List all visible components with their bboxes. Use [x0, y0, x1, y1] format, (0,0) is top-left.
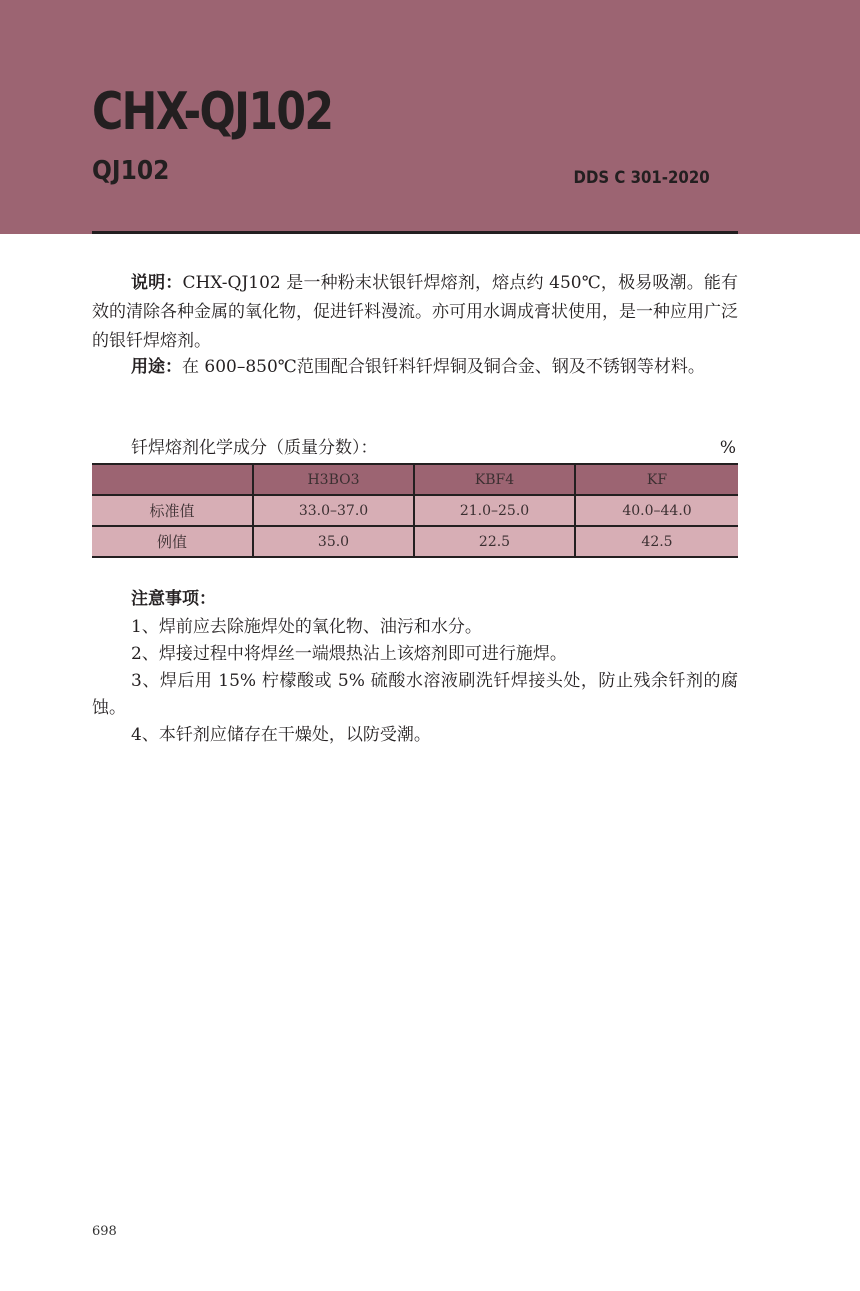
note-item: 2、焊接过程中将焊丝一端煨热沾上该熔剂即可进行施焊。 [131, 644, 567, 664]
description-paragraph [92, 269, 738, 356]
table-header-cell: KF [575, 464, 738, 495]
composition-unit: % [719, 438, 736, 458]
table-header-cell [92, 464, 253, 495]
table-header-cell: KBF4 [414, 464, 575, 495]
description-label: 说明： [131, 273, 183, 293]
table-cell: 21.0–25.0 [414, 495, 575, 526]
notes-title: 注意事项： [131, 589, 216, 609]
header-divider [92, 231, 738, 234]
note-item: 4、本钎剂应储存在干燥处，以防受潮。 [131, 725, 431, 745]
table-header-cell: H3BO3 [253, 464, 414, 495]
page-number: 698 [92, 1224, 117, 1239]
table-cell: 33.0–37.0 [253, 495, 414, 526]
table-cell: 42.5 [575, 526, 738, 557]
note-item: 1、焊前应去除施焊处的氧化物、油污和水分。 [131, 617, 482, 637]
note-item: 3、焊后用 15% 柠檬酸或 5% 硫酸水溶液刷洗钎焊接头处，防止残余钎剂的腐蚀。 [92, 671, 738, 718]
table-cell: 22.5 [414, 526, 575, 557]
composition-title: 钎焊熔剂化学成分（质量分数）： [131, 438, 378, 458]
standard-code: DDS C 301-2020 [573, 168, 710, 188]
table-row [92, 526, 738, 557]
usage-label: 用途： [131, 357, 182, 377]
product-subtitle: QJ102 [92, 156, 170, 186]
notes-list [92, 614, 738, 749]
product-title: CHX-QJ102 [92, 82, 333, 142]
usage-text: 在 600–850℃范围配合银钎料钎焊铜及铜合金、钢及不锈钢等材料。 [182, 357, 705, 377]
composition-table [92, 463, 738, 558]
table-cell: 例值 [92, 526, 253, 557]
table-header-row [92, 464, 738, 495]
table-row [92, 495, 738, 526]
table-cell: 标准值 [92, 495, 253, 526]
table-cell: 40.0–44.0 [575, 495, 738, 526]
header-band [0, 0, 860, 234]
table-cell: 35.0 [253, 526, 414, 557]
usage-paragraph [92, 353, 738, 382]
description-text: CHX-QJ102 是一种粉末状银钎焊熔剂，熔点约 450℃，极易吸潮。能有效的清除各种金属的氧化物，促进钎料漫流。亦可用水调成膏状使用，是一种应用广泛的银钎焊熔剂。 [92, 273, 739, 351]
